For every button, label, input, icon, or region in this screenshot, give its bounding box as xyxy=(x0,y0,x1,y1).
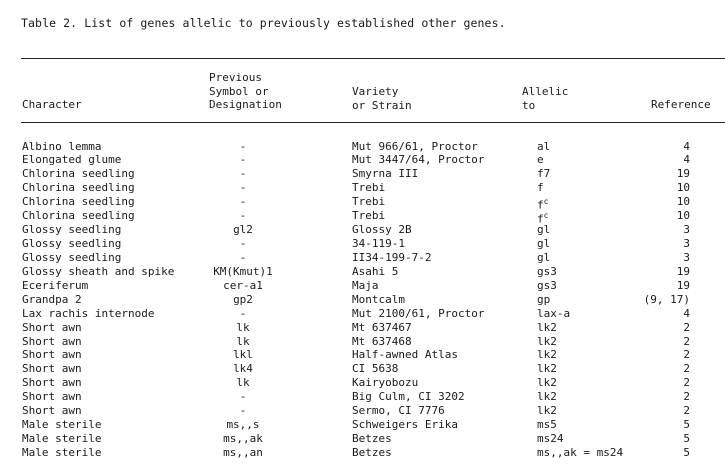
row-allelic-to: lk2 xyxy=(537,334,557,348)
table-row xyxy=(0,251,725,265)
row-reference: 4 xyxy=(683,139,690,153)
row-variety: Mt 637468 xyxy=(352,334,412,348)
row-previous-symbol: - xyxy=(239,404,247,418)
row-reference: 2 xyxy=(683,390,690,404)
row-previous-symbol: lk4 xyxy=(233,362,253,376)
row-variety: Betzes xyxy=(352,445,392,459)
row-variety: CI 5638 xyxy=(352,362,399,376)
row-character: Glossy seedling xyxy=(22,250,122,264)
row-allelic-to: lk2 xyxy=(537,348,557,362)
row-character: Chlorina seedling xyxy=(22,195,135,209)
table-row xyxy=(0,404,725,418)
row-character: Chlorina seedling xyxy=(22,167,135,181)
row-allelic-to: lk2 xyxy=(537,362,557,376)
table-row xyxy=(0,279,725,293)
table-row xyxy=(0,335,725,349)
row-previous-symbol: - xyxy=(239,167,247,181)
row-character: Short awn xyxy=(22,376,82,390)
row-reference: (9, 17) xyxy=(643,292,690,306)
table-row xyxy=(0,418,725,432)
row-allelic-to: gl xyxy=(537,250,551,264)
row-reference: 5 xyxy=(683,432,690,446)
row-variety: Mut 3447/64, Proctor xyxy=(352,153,485,167)
table-row xyxy=(0,237,725,251)
header-rule xyxy=(21,122,725,123)
table-row xyxy=(0,209,725,226)
row-variety: Glossy 2B xyxy=(352,223,412,237)
row-character: Short awn xyxy=(22,404,82,418)
row-variety: Asahi 5 xyxy=(352,264,399,278)
table-title: Table 2. List of genes allelic to previously established other genes. xyxy=(21,16,506,30)
row-character: Glossy sheath and spike xyxy=(22,264,175,278)
row-reference: 10 xyxy=(676,181,690,195)
row-reference: 2 xyxy=(683,362,690,376)
header-character: Character xyxy=(22,98,82,111)
row-reference: 19 xyxy=(676,278,690,292)
row-variety: Schweigers Erika xyxy=(352,418,458,432)
row-previous-symbol: KM(Kmut)1 xyxy=(213,264,273,278)
header-reference: Reference xyxy=(651,98,711,111)
row-character: Lax rachis internode xyxy=(22,306,155,320)
row-previous-symbol: ms,,s xyxy=(226,418,260,432)
row-character: Short awn xyxy=(22,348,82,362)
row-reference: 5 xyxy=(683,445,690,459)
row-previous-symbol: - xyxy=(239,250,247,264)
table-row xyxy=(0,167,725,181)
row-character: Short awn xyxy=(22,334,82,348)
row-allelic-to: gs3 xyxy=(537,264,557,278)
row-allelic-to: f xyxy=(537,181,544,195)
row-reference: 4 xyxy=(683,153,690,167)
row-allelic-to: $f^c$ xyxy=(537,197,549,212)
row-reference: 19 xyxy=(676,264,690,278)
row-variety: Smyrna III xyxy=(352,167,419,181)
row-allelic-to: f7 xyxy=(537,167,551,181)
row-character: Chlorina seedling xyxy=(22,209,135,223)
row-previous-symbol: ms,,an xyxy=(223,445,263,459)
table-row xyxy=(0,195,725,212)
table-row xyxy=(0,376,725,390)
table-row xyxy=(0,293,725,307)
row-allelic-to: $f^c$ xyxy=(537,211,549,226)
row-character: Grandpa 2 xyxy=(22,292,82,306)
row-variety: Mt 637467 xyxy=(352,320,412,334)
top-rule xyxy=(21,58,725,59)
row-variety: Half-awned Atlas xyxy=(352,348,458,362)
row-reference: 10 xyxy=(676,209,690,223)
table-row xyxy=(0,390,725,404)
row-reference: 10 xyxy=(676,195,690,209)
row-reference: 5 xyxy=(683,418,690,432)
row-variety: Trebi xyxy=(352,181,386,195)
row-previous-symbol: - xyxy=(239,237,247,250)
row-character: Albino lemma xyxy=(22,139,102,153)
header-previous-symbol: Previous Symbol or Designation xyxy=(209,71,282,111)
row-previous-symbol: - xyxy=(239,181,247,195)
row-variety: Big Culm, CI 3202 xyxy=(352,390,465,404)
row-character: Male sterile xyxy=(22,432,102,446)
row-previous-symbol: gl2 xyxy=(233,223,253,237)
row-reference: 2 xyxy=(683,320,690,334)
row-variety: Montcalm xyxy=(352,292,405,306)
row-allelic-to: ms,,ak = ms24 xyxy=(537,445,624,459)
table-row xyxy=(0,362,725,376)
row-reference: 3 xyxy=(683,223,690,237)
table-row xyxy=(0,153,725,167)
row-variety: Mut 966/61, Proctor xyxy=(352,139,478,153)
row-previous-symbol: - xyxy=(239,306,247,320)
row-reference: 2 xyxy=(683,348,690,362)
row-reference: 2 xyxy=(683,404,690,418)
row-variety: Trebi xyxy=(352,209,386,223)
row-previous-symbol: lkl xyxy=(233,348,253,362)
row-reference: 3 xyxy=(683,250,690,264)
row-previous-symbol: gp2 xyxy=(233,292,253,306)
row-allelic-to: lax-a xyxy=(537,306,571,320)
table-row xyxy=(0,181,725,195)
row-previous-symbol: - xyxy=(239,195,247,209)
row-character: Short awn xyxy=(22,390,82,404)
table-row xyxy=(0,446,725,460)
row-variety: Kairyobozu xyxy=(352,376,419,390)
row-character: Male sterile xyxy=(22,445,102,459)
row-allelic-to: gs3 xyxy=(537,278,557,292)
row-allelic-to: ms24 xyxy=(537,432,564,446)
row-variety: 34-119-1 xyxy=(352,237,405,250)
row-character: Elongated glume xyxy=(22,153,122,167)
row-allelic-to: lk2 xyxy=(537,376,557,390)
row-allelic-to: ms5 xyxy=(537,418,557,432)
row-character: Glossy seedling xyxy=(22,237,122,250)
row-character: Short awn xyxy=(22,362,82,376)
row-allelic-to: lk2 xyxy=(537,320,557,334)
row-previous-symbol: lk xyxy=(236,334,250,348)
row-allelic-to: gl xyxy=(537,237,551,250)
row-previous-symbol: - xyxy=(239,390,247,404)
row-reference: 2 xyxy=(683,334,690,348)
row-character: Glossy seedling xyxy=(22,223,122,237)
row-previous-symbol: cer-a1 xyxy=(223,278,263,292)
row-variety: Mut 2100/61, Proctor xyxy=(352,306,485,320)
table-row xyxy=(0,348,725,362)
row-character: Male sterile xyxy=(22,418,102,432)
row-reference: 19 xyxy=(676,167,690,181)
row-previous-symbol: - xyxy=(239,153,247,167)
row-variety: Sermo, CI 7776 xyxy=(352,404,445,418)
table-row xyxy=(0,321,725,335)
header-variety: Variety or Strain xyxy=(352,85,412,112)
row-variety: II34-199-7-2 xyxy=(352,250,432,264)
row-variety: Betzes xyxy=(352,432,392,446)
table-row xyxy=(0,223,725,237)
row-allelic-to: al xyxy=(537,139,551,153)
table-row xyxy=(0,307,725,321)
row-allelic-to: e xyxy=(537,153,544,167)
row-previous-symbol: lk xyxy=(236,320,250,334)
table-row xyxy=(0,432,725,446)
row-previous-symbol: - xyxy=(239,139,247,153)
row-allelic-to: lk2 xyxy=(537,404,557,418)
row-allelic-to: gp xyxy=(537,292,551,306)
row-reference: 4 xyxy=(683,306,690,320)
row-variety: Maja xyxy=(352,278,379,292)
row-character: Short awn xyxy=(22,320,82,334)
row-reference: 3 xyxy=(683,237,690,250)
row-character: Chlorina seedling xyxy=(22,181,135,195)
row-reference: 2 xyxy=(683,376,690,390)
row-variety: Trebi xyxy=(352,195,386,209)
row-allelic-to: lk2 xyxy=(537,390,557,404)
table-row xyxy=(0,140,725,154)
row-previous-symbol: - xyxy=(239,209,247,223)
row-previous-symbol: ms,,ak xyxy=(223,432,263,446)
row-previous-symbol: lk xyxy=(236,376,250,390)
row-character: Eceriferum xyxy=(22,278,89,292)
table-row xyxy=(0,265,725,279)
row-allelic-to: gl xyxy=(537,223,551,237)
header-allelic: Allelic to xyxy=(522,85,569,112)
